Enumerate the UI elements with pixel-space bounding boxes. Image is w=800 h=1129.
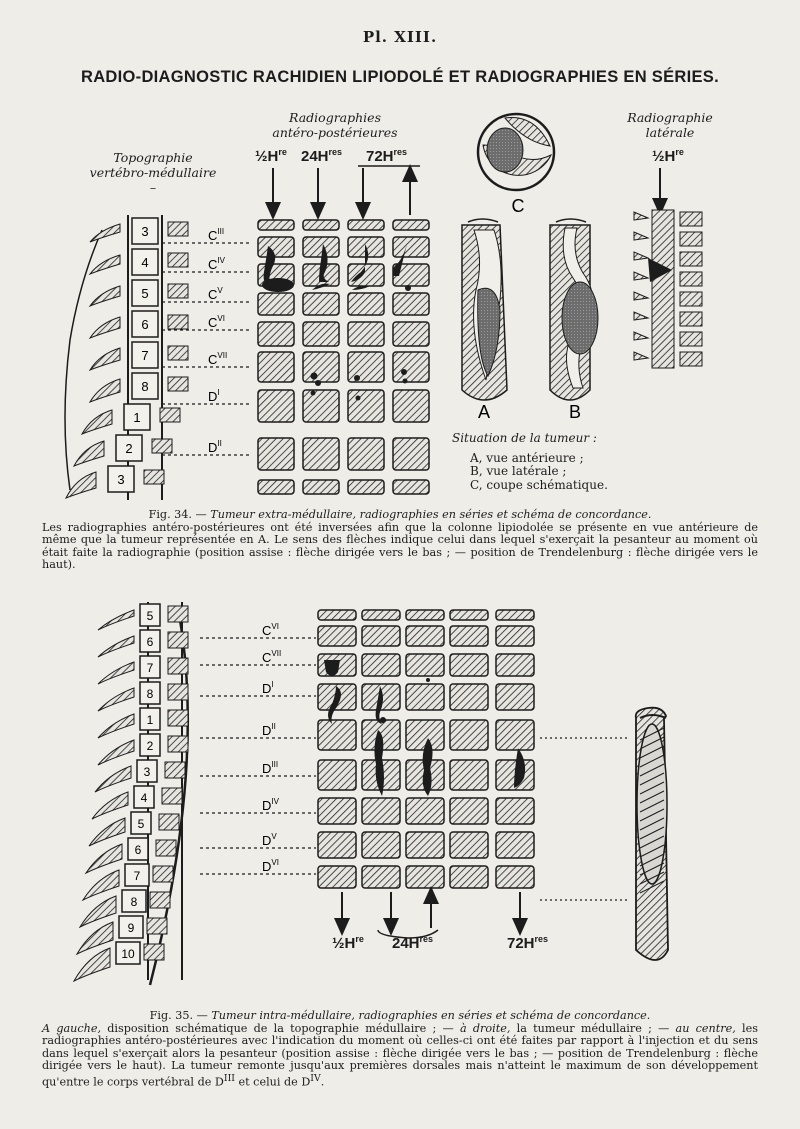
facet: [168, 253, 188, 267]
vertebra-number: 7: [141, 348, 149, 363]
lateral-radiograph: [634, 210, 702, 368]
facet: [168, 658, 188, 674]
lateral-block: [680, 272, 702, 286]
level-label-sup: VI: [271, 622, 279, 631]
rib: [98, 714, 134, 738]
fig35-hour-24: $24H^{res}$: [392, 934, 434, 952]
fig34-radiograph-grid: [258, 220, 429, 494]
radiograph-block: [318, 720, 356, 750]
lateral-block: [680, 332, 702, 346]
fig35-arrows: [342, 892, 520, 938]
level-label-sup: VI: [271, 858, 279, 867]
rib: [90, 317, 120, 338]
radiograph-block: [318, 832, 356, 858]
facet: [153, 866, 173, 882]
radiograph-block: [393, 438, 429, 470]
facet: [168, 346, 188, 360]
topography-label-line1: Topographie: [113, 150, 193, 165]
rib: [90, 224, 120, 242]
radiograph-block: [406, 684, 444, 710]
radiograph-block: [406, 798, 444, 824]
facet: [168, 377, 188, 391]
rib: [90, 379, 120, 402]
lateral-block: [680, 352, 702, 366]
vertebra-number: 6: [141, 317, 149, 332]
level-label: $D^{IV}$: [262, 797, 279, 813]
vertebra-number: 5: [137, 817, 145, 831]
fig34-caption: [42, 509, 758, 572]
radiograph-block: [496, 720, 534, 750]
lateral-block: [680, 232, 702, 246]
level-label: $D^{VI}$: [262, 858, 279, 874]
radiograph-block: [258, 237, 294, 257]
radiograph-block: [496, 866, 534, 888]
rib: [90, 348, 120, 370]
rib: [98, 688, 134, 711]
facet: [159, 814, 179, 830]
vertebra-number: 8: [130, 895, 138, 909]
level-label: $C^{IV}$: [208, 256, 225, 272]
radiograph-block: [303, 438, 339, 470]
level-label: $C^{VII}$: [262, 649, 282, 665]
plate-number: Pl. XIII.: [362, 28, 438, 46]
level-label-sup: VI: [217, 314, 225, 323]
lateral-rib: [634, 292, 648, 300]
vertebra-number: 3: [141, 224, 149, 239]
vertebra-number: 3: [143, 765, 151, 779]
rib: [90, 255, 120, 274]
level-label: $C^{VI}$: [208, 314, 225, 330]
facet: [168, 284, 188, 298]
rib: [92, 792, 128, 819]
level-label: $D^{II}$: [208, 439, 222, 455]
level-label-sup: IV: [217, 256, 225, 265]
vertebra-number: 1: [133, 410, 141, 425]
lateral-block: [680, 292, 702, 306]
facet: [168, 222, 188, 236]
radiograph-block: [348, 438, 384, 470]
radiograph-block: [496, 684, 534, 710]
radiograph-block: [496, 626, 534, 646]
radiograph-block: [450, 798, 488, 824]
radiograph-block: [303, 352, 339, 382]
radiograph-block: [348, 322, 384, 346]
level-label: $C^V$: [208, 286, 223, 302]
radiograph-block: [496, 832, 534, 858]
radiograph-block: [450, 720, 488, 750]
lateral-rib: [634, 232, 648, 240]
lateral-block: [680, 252, 702, 266]
radiograph-block: [303, 390, 339, 422]
fig35-spine: [74, 602, 188, 985]
tumor-situation-legend: [452, 432, 652, 492]
radiograph-block: [406, 866, 444, 888]
radiograph-block: [496, 654, 534, 676]
lateral-rib: [634, 212, 648, 220]
topography-dash: –: [149, 180, 157, 195]
radiograph-block: [258, 438, 294, 470]
radiograph-block: [318, 798, 356, 824]
facet: [150, 892, 170, 908]
level-label-sup: II: [217, 439, 222, 448]
radiograph-block: [450, 760, 488, 790]
radiograph-block: [450, 832, 488, 858]
radiograph-block: [393, 390, 429, 422]
level-label-sup: I: [271, 680, 274, 689]
rib: [98, 662, 134, 684]
fig34-arrows: [273, 166, 660, 215]
facet: [147, 918, 167, 934]
facet: [160, 408, 180, 422]
facet: [152, 439, 172, 453]
legend-a: A, vue antérieure ;: [470, 450, 584, 465]
level-label: $D^{III}$: [262, 760, 279, 776]
facet: [168, 606, 188, 622]
rib: [83, 870, 119, 900]
radiograph-block: [362, 866, 400, 888]
topography-label-line2: vertébro-médullaire: [89, 165, 217, 180]
ap-label-line2: antéro-postérieures: [272, 125, 398, 140]
radiograph-block: [496, 798, 534, 824]
radiograph-block: [450, 610, 488, 620]
fig35-level-labels: [200, 622, 316, 874]
facet: [168, 684, 188, 700]
vertebra-number: 7: [133, 869, 141, 883]
level-label-sup: VII: [217, 351, 228, 360]
radiograph-block: [258, 220, 294, 230]
page-title: RADIO-DIAGNOSTIC RACHIDIEN LIPIODOLÉ ET RADIOGRAPHIES EN SÉRIES.: [81, 68, 719, 86]
fig35-hour-72: $72H^{res}$: [507, 934, 549, 952]
vertebra-number: 6: [134, 843, 142, 857]
radiograph-block: [318, 760, 356, 790]
view-a-letter: A: [477, 402, 491, 422]
fig35-hour-half: $\frac{1}{2}H^{re}$: [332, 934, 364, 952]
cross-section-c: [478, 114, 554, 190]
radiograph-block: [318, 866, 356, 888]
radiograph-block: [450, 626, 488, 646]
intramedullary-tumor-tube: [636, 708, 668, 960]
radiograph-block: [318, 626, 356, 646]
radiograph-block: [258, 390, 294, 422]
vertebra-number: 4: [140, 791, 148, 805]
rib: [82, 410, 112, 434]
vertebra-number: 8: [146, 687, 154, 701]
level-label-sup: IV: [271, 797, 279, 806]
radiograph-block: [362, 610, 400, 620]
radiograph-block: [348, 220, 384, 230]
lateral-block: [680, 212, 702, 226]
radiograph-block: [450, 866, 488, 888]
radiograph-block: [406, 654, 444, 676]
radiograph-block: [393, 322, 429, 346]
fig35-caption-body: A gauche, disposition schématique de la topographie médullaire ; — à droite, la tumeur médullaire ; — au centre, les radiographies antéro-postérieures avec l'indication du moment où celles-ci ont été faites par rapport à l'injection et du sens dans lequel s'exerçait alors la pesanteur (position assise : flèche dirigée vers le bas ; — position de Trendelenburg : flèche dirigée vers le haut). La tumeur remonte jusqu'aux premières dorsales mais n'atteint le maximum de son développement qu'entre le corps vertébral de $D^{III}$ et celui de $D^{IV}$.: [42, 1021, 758, 1089]
view-c-letter: C: [511, 196, 525, 216]
radiograph-block: [450, 654, 488, 676]
level-label: $D^V$: [262, 832, 277, 848]
rib: [66, 472, 96, 498]
lateral-rib: [634, 312, 648, 320]
level-label-sup: I: [217, 388, 220, 397]
lateral-rib: [634, 252, 648, 260]
lateral-rib: [634, 352, 648, 360]
vertebra-number: 2: [125, 441, 133, 456]
ap-label-line1: Radiographies: [289, 110, 381, 125]
fig34-spine: [65, 215, 188, 500]
view-a-tube: [462, 219, 507, 400]
radiograph-block: [450, 684, 488, 710]
level-label-sup: III: [217, 227, 225, 236]
view-b-letter: B: [568, 402, 582, 422]
rib: [80, 896, 116, 927]
radiograph-block: [393, 237, 429, 257]
facet: [168, 632, 188, 648]
facet: [144, 944, 164, 960]
fig34-caption-body: Les radiographies antéro-postérieures ont été inversées afin que la colonne lipiodolée se présente en vue antérieure de même que la tumeur représentée en A. Le sens des flèches indique celui dans lequel s'exerçait la pesanteur au moment où était faite la radiographie (position assise : flèche dirigée vers le bas ; — position de Trendelenburg : flèche dirigée vers le haut).: [42, 520, 758, 572]
radiograph-block: [303, 322, 339, 346]
facet: [168, 736, 188, 752]
radiograph-block: [393, 220, 429, 230]
radiograph-block: [406, 832, 444, 858]
radiograph-block: [393, 293, 429, 315]
vertebra-number: 5: [141, 286, 149, 301]
level-label: $C^{VII}$: [208, 351, 228, 367]
radiograph-block: [362, 654, 400, 676]
vertebra-number: 2: [146, 739, 154, 753]
rib: [98, 636, 134, 657]
fig34-hour-72: $72H^{res}$: [366, 147, 408, 165]
vertebra-number: 8: [141, 379, 149, 394]
radiograph-block: [348, 480, 384, 494]
legend-b: B, vue latérale ;: [470, 464, 567, 478]
lateral-label-line1: Radiographie: [627, 110, 713, 125]
fig34-drawing: [0, 0, 800, 510]
level-label: $D^{II}$: [262, 722, 276, 738]
level-label-sup: V: [271, 832, 277, 841]
radiograph-block: [348, 264, 384, 286]
radiograph-block: [348, 293, 384, 315]
vertebra-number: 3: [117, 472, 125, 487]
facet: [144, 470, 164, 484]
facet: [168, 710, 188, 726]
level-label-sup: III: [271, 760, 279, 769]
rib: [74, 441, 104, 466]
view-b-tube: [550, 219, 598, 400]
vertebra-number: 4: [141, 255, 149, 270]
radiograph-block: [406, 626, 444, 646]
facet: [168, 315, 188, 329]
fig34-lat-hour-half: $\frac{1}{2}H^{re}$: [652, 147, 684, 165]
radiograph-block: [406, 610, 444, 620]
radiograph-block: [303, 480, 339, 494]
vertebra-number: 9: [127, 921, 135, 935]
lateral-block: [680, 312, 702, 326]
radiograph-block: [303, 237, 339, 257]
level-label-sup: II: [271, 722, 276, 731]
radiograph-block: [258, 352, 294, 382]
radiograph-block: [258, 480, 294, 494]
radiograph-block: [348, 352, 384, 382]
radiograph-block: [362, 832, 400, 858]
legend-c: C, coupe schématique.: [470, 477, 608, 492]
rib: [98, 740, 134, 765]
rib: [86, 844, 122, 873]
radiograph-block: [258, 293, 294, 315]
level-label: $C^{III}$: [208, 227, 225, 243]
vertebra-number: 1: [146, 713, 154, 727]
radiograph-block: [348, 390, 384, 422]
level-label-sup: VII: [271, 649, 282, 658]
facet: [165, 762, 185, 778]
facet: [156, 840, 176, 856]
situation-title: Situation de la tumeur :: [452, 431, 597, 445]
vertebra-number: 5: [146, 609, 154, 623]
radiograph-block: [258, 322, 294, 346]
fig34-caption-title: Fig. 34. — Tumeur extra-médullaire, radiographies en séries et schéma de concordance.: [148, 508, 652, 521]
radiograph-block: [393, 480, 429, 494]
radiograph-block: [318, 610, 356, 620]
radiograph-block: [362, 626, 400, 646]
level-label: $D^I$: [208, 388, 220, 404]
facet: [162, 788, 182, 804]
rib: [90, 286, 120, 306]
rib: [95, 766, 131, 792]
fig34-hour-half: $\frac{1}{2}H^{re}$: [255, 147, 287, 165]
fig35-caption-title: Fig. 35. — Tumeur intra-médullaire, radiographies en séries et schéma de concordance.: [149, 1009, 651, 1022]
level-label: $D^I$: [262, 680, 274, 696]
radiograph-block: [303, 220, 339, 230]
radiograph-block: [496, 610, 534, 620]
level-label: $C^{VI}$: [262, 622, 279, 638]
lateral-label-line2: latérale: [645, 125, 695, 140]
radiograph-block: [362, 798, 400, 824]
fig35-caption: [42, 1010, 758, 1089]
radiograph-block: [393, 352, 429, 382]
vertebra-number: 10: [121, 947, 135, 961]
vertebra-number: 7: [146, 661, 154, 675]
lateral-rib: [634, 272, 648, 280]
radiograph-block: [303, 293, 339, 315]
rib: [89, 818, 125, 846]
fig34-hour-24: $24H^{res}$: [301, 147, 343, 165]
level-label-sup: V: [217, 286, 223, 295]
lateral-rib: [634, 332, 648, 340]
rib: [98, 610, 134, 630]
vertebra-number: 6: [146, 635, 154, 649]
